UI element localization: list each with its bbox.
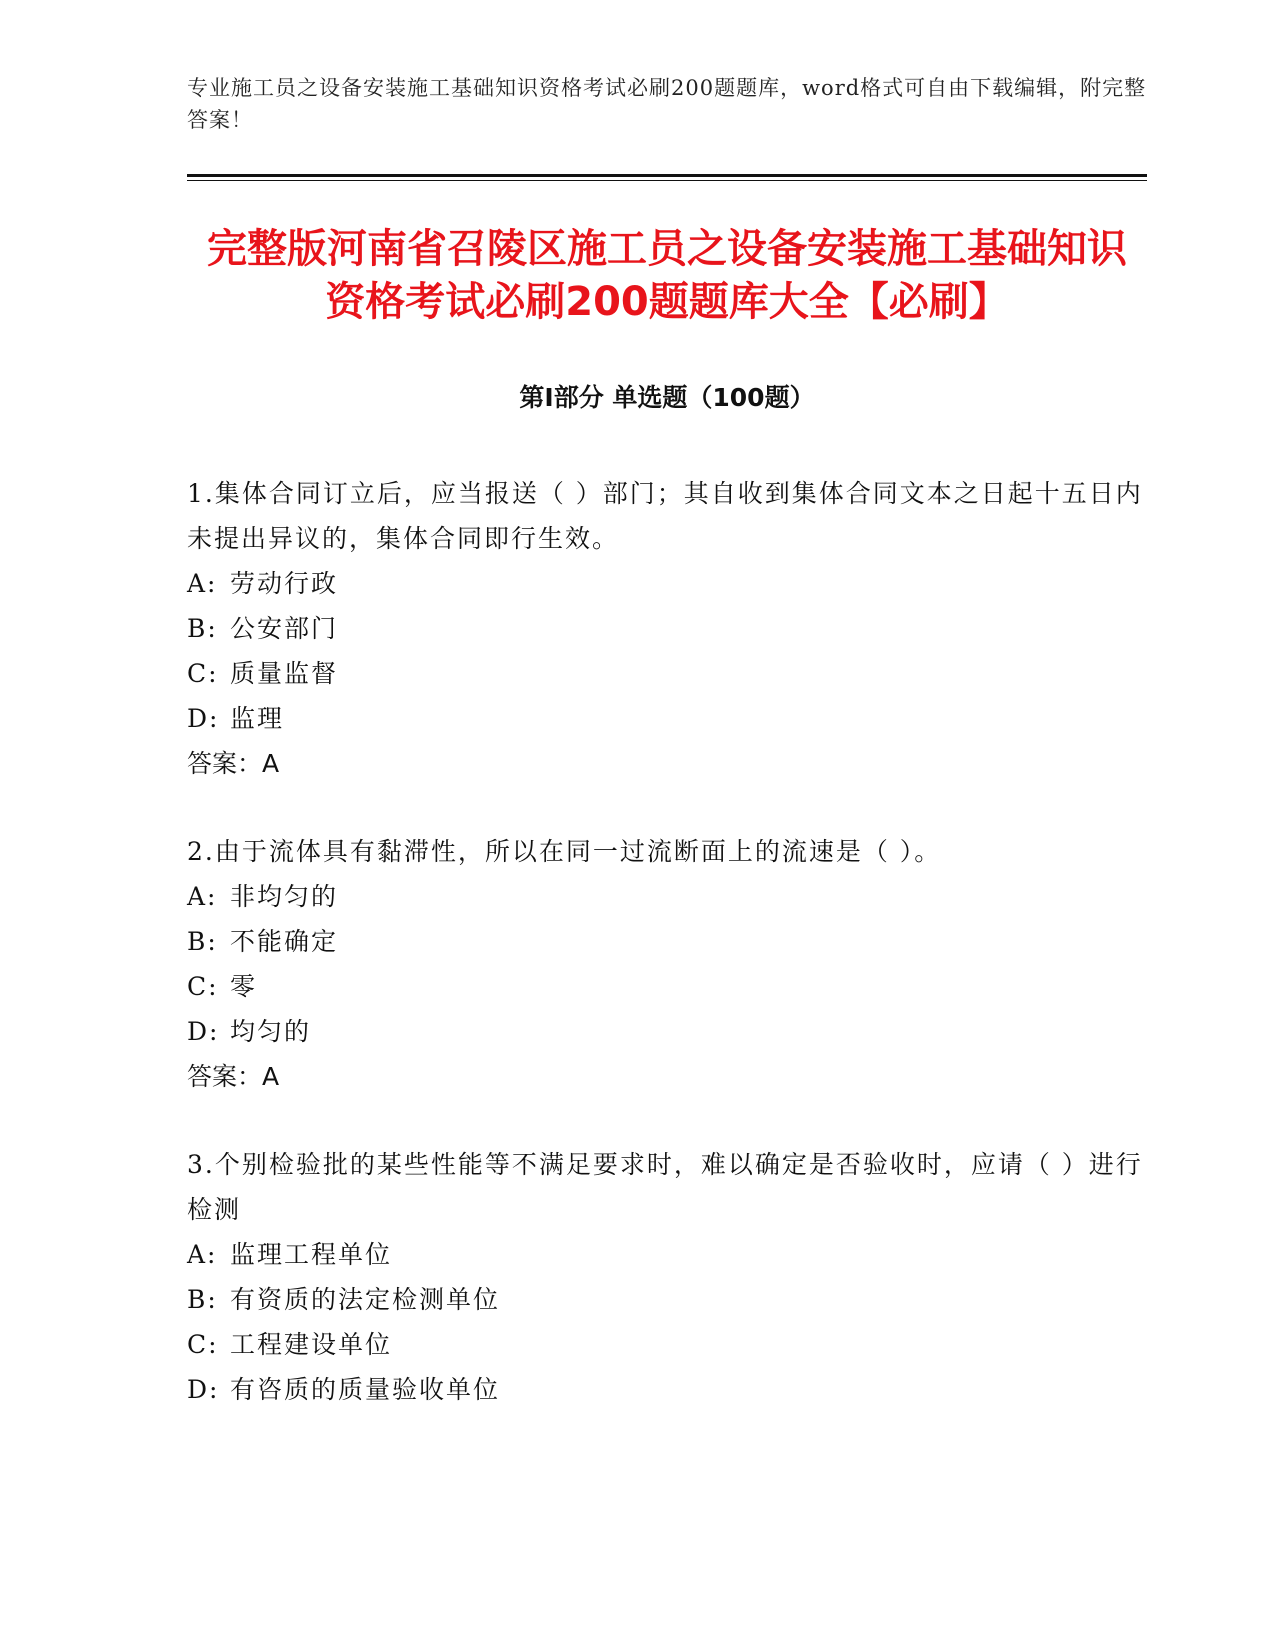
option-text: 零 [230, 972, 258, 1001]
option-letter: D: [187, 704, 220, 733]
answer-line: 答案：A [187, 749, 280, 778]
document-page [187, 72, 1147, 1455]
option-letter: B: [187, 927, 218, 956]
option-text: 均匀的 [230, 1017, 312, 1046]
option-letter: C: [187, 659, 219, 688]
option-text: 非均匀的 [230, 882, 339, 911]
option-a [187, 874, 1147, 919]
option-text: 劳动行政 [230, 569, 339, 598]
option-text: 不能确定 [230, 927, 339, 956]
option-text: 有资质的法定检测单位 [230, 1285, 501, 1314]
option-d [187, 696, 1147, 741]
option-c [187, 1322, 1147, 1367]
question-stem: 3.个别检验批的某些性能等不满足要求时，难以确定是否验收时，应请（ ）进行检测 [187, 1150, 1143, 1224]
option-letter: D: [187, 1017, 220, 1046]
option-text: 有咨质的质量验收单位 [230, 1375, 501, 1404]
option-a [187, 561, 1147, 606]
option-d [187, 1367, 1147, 1412]
section-heading: 第I部分 单选题（100题） [519, 383, 815, 412]
header-rule-thin [187, 180, 1147, 181]
option-text: 监理工程单位 [230, 1240, 393, 1269]
option-b [187, 1277, 1147, 1322]
option-letter: B: [187, 1285, 218, 1314]
header-rule-thick [187, 174, 1147, 177]
option-letter: C: [187, 972, 219, 1001]
option-letter: A: [187, 569, 218, 598]
question-stem: 2.由于流体具有黏滞性，所以在同一过流断面上的流速是（ ）。 [187, 837, 942, 866]
option-text: 公安部门 [230, 614, 339, 643]
option-letter: A: [187, 1240, 218, 1269]
option-letter: B: [187, 614, 218, 643]
header-note: 专业施工员之设备安装施工基础知识资格考试必刷200题题库，word格式可自由下载编辑，附完整答案！ [187, 76, 1147, 132]
question-list [187, 471, 1147, 1412]
document-title: 完整版河南省召陵区施工员之设备安装施工基础知识资格考试必刷200题题库大全【必刷】 [207, 226, 1127, 325]
question-1 [187, 471, 1147, 786]
option-c [187, 651, 1147, 696]
question-stem: 1.集体合同订立后，应当报送（ ）部门；其自收到集体合同文本之日起十五日内未提出异议的，集体合同即行生效。 [187, 479, 1143, 553]
option-text: 工程建设单位 [230, 1330, 393, 1359]
option-letter: A: [187, 882, 218, 911]
option-b [187, 606, 1147, 651]
option-a [187, 1232, 1147, 1277]
question-2 [187, 829, 1147, 1099]
option-text: 监理 [230, 704, 285, 733]
option-letter: D: [187, 1375, 220, 1404]
answer-line: 答案：A [187, 1062, 280, 1091]
option-text: 质量监督 [230, 659, 339, 688]
option-d [187, 1009, 1147, 1054]
question-3 [187, 1142, 1147, 1412]
option-b [187, 919, 1147, 964]
option-c [187, 964, 1147, 1009]
option-letter: C: [187, 1330, 219, 1359]
